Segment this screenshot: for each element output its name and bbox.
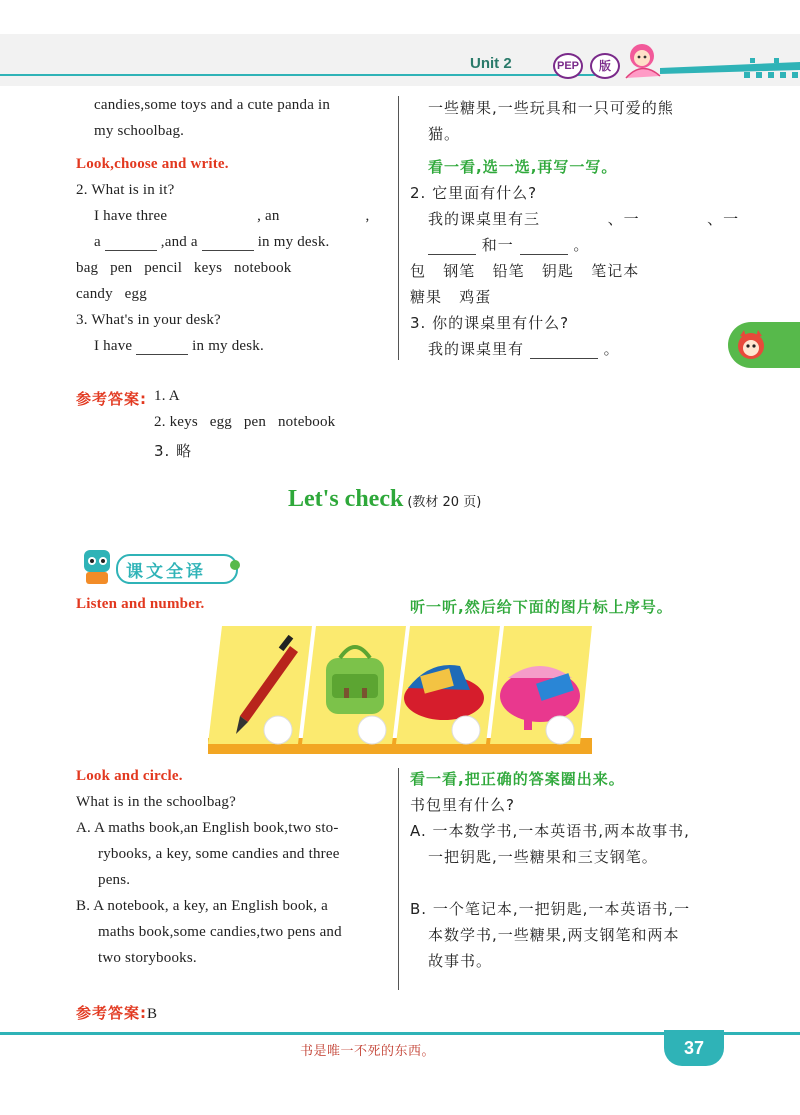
q3-zh-line [428, 338, 620, 359]
header-unit: Unit 2 [470, 55, 512, 72]
q2-zh: 2. 它里面有什么? [410, 184, 538, 202]
header-curve [0, 74, 610, 76]
q3-zh-line-b: 。 [603, 340, 620, 358]
look-circle-heading-en: Look and circle. [76, 768, 183, 784]
look-circle-question-zh: 书包里有什么? [410, 796, 515, 814]
option-a-en-3: pens. [98, 872, 131, 888]
look-choose-heading-zh: 看一看,选一选,再写一写。 [428, 158, 618, 176]
word-bank-zh-2: 糖果 鸡蛋 [410, 288, 492, 306]
word-bank-en-2: candy egg [76, 286, 147, 302]
q2-en-line2-a: a [94, 234, 101, 250]
top-en-line1: candies,some toys and a cute panda in [94, 97, 331, 113]
q2-zh-line2-end: 。 [573, 236, 590, 254]
q3-zh: 3. 你的课桌里有什么? [410, 314, 570, 332]
blank-zh-3 [428, 240, 476, 255]
q2-en: 2. What is in it? [76, 182, 175, 198]
q2-en-line2-b: ,and a [160, 234, 198, 250]
q2-en-line2 [94, 234, 329, 251]
look-choose-heading-en: Look,choose and write. [76, 156, 229, 172]
option-a-zh-2: 一把钥匙,一些糖果和三支钢笔。 [428, 848, 658, 866]
footer-motto: 书是唯一不死的东西。 [300, 1044, 436, 1059]
section-label-dot [230, 560, 240, 570]
blank-1 [171, 211, 253, 225]
option-b-zh-2: 本数学书,一些糖果,两支钢笔和两本 [428, 926, 680, 944]
top-en-line2: my schoolbag. [94, 123, 185, 139]
q3-en-line [94, 338, 264, 355]
option-b-zh-3: 故事书。 [428, 952, 493, 970]
blank-zh-5 [530, 344, 598, 359]
top-zh-line2: 猫。 [428, 125, 461, 143]
blank-zh-1 [546, 215, 602, 229]
q2-zh-line1 [428, 208, 739, 229]
blank-3 [105, 236, 157, 251]
column-divider-1 [398, 96, 399, 360]
fox-mascot-icon [734, 328, 768, 362]
q2-en-line1-c: , [365, 208, 370, 224]
word-bank-en-1: bag pen pencil keys notebook [76, 260, 292, 276]
answers2 [76, 1002, 157, 1023]
listen-heading-en: Listen and number. [76, 596, 205, 612]
answers1-a1: 1. A [154, 388, 180, 404]
look-circle-question-en: What is in the schoolbag? [76, 794, 236, 810]
page-number: 37 [683, 1038, 705, 1058]
q2-en-line1 [94, 208, 369, 225]
q2-zh-line1-c: 、一 [707, 210, 740, 228]
answers1-a3: 3. 略 [154, 442, 193, 460]
option-b-zh-1: B. 一个笔记本,一把钥匙,一本英语书,一 [410, 900, 691, 918]
option-b-en-1: B. A notebook, a key, an English book, a [76, 898, 328, 914]
page-number-tab [664, 1030, 724, 1066]
answers2-value: B [147, 1006, 158, 1022]
robot-mascot-icon [76, 544, 120, 588]
picture-strip [208, 626, 592, 754]
option-b-en-3: two storybooks. [98, 950, 197, 966]
q2-zh-line2-a: 和一 [481, 236, 514, 254]
q2-en-line2-c: in my desk. [257, 234, 330, 250]
answers1-a2: 2. keys egg pen notebook [154, 414, 336, 430]
blank-4 [202, 236, 254, 251]
q3-zh-line-a: 我的课桌里有 [428, 340, 525, 358]
option-a-en-2: rybooks, a key, some candies and three [98, 846, 340, 862]
q2-zh-line1-b: 、一 [607, 210, 640, 228]
q3-en-line-b: in my desk. [192, 338, 264, 354]
lets-check-ref: (教材 20 页) [407, 495, 482, 510]
q2-en-line1-b: , an [257, 208, 280, 224]
look-circle-heading-zh: 看一看,把正确的答案圈出来。 [410, 770, 625, 788]
q2-zh-line1-a: 我的课桌里有三 [428, 210, 541, 228]
pep-badge [553, 53, 583, 79]
option-a-zh-1: A. 一本数学书,一本英语书,两本故事书, [410, 822, 690, 840]
answers2-label: 参考答案: [76, 1004, 147, 1022]
lets-check-heading [288, 486, 481, 513]
q2-zh-line2 [428, 234, 589, 255]
top-zh-line1: 一些糖果,一些玩具和一只可爱的熊 [428, 99, 674, 117]
option-a-en-1: A. A maths book,an English book,two sto- [76, 820, 339, 836]
lets-check-title: Let's check [288, 486, 404, 512]
listen-heading-zh: 听一听,然后给下面的图片标上序号。 [410, 598, 673, 616]
blank-2 [284, 211, 362, 225]
picture-strip-art [208, 626, 592, 754]
section-label: 课文全译 [126, 562, 206, 582]
q3-en-line-a: I have [94, 338, 133, 354]
blank-zh-2 [645, 215, 701, 229]
column-divider-2 [398, 768, 399, 990]
blank-5 [136, 340, 188, 355]
q3-en: 3. What's in your desk? [76, 312, 221, 328]
ban-badge-text: 版 [598, 59, 611, 73]
word-bank-zh-1: 包 钢笔 铅笔 钥匙 笔记本 [410, 262, 640, 280]
pep-badge-text: PEP [556, 60, 579, 72]
header-checker-decoration [660, 58, 800, 80]
blank-zh-4 [520, 240, 568, 255]
q2-en-line1-a: I have three [94, 208, 168, 224]
answers1-label: 参考答案: [76, 390, 147, 408]
option-b-en-2: maths book,some candies,two pens and [98, 924, 342, 940]
